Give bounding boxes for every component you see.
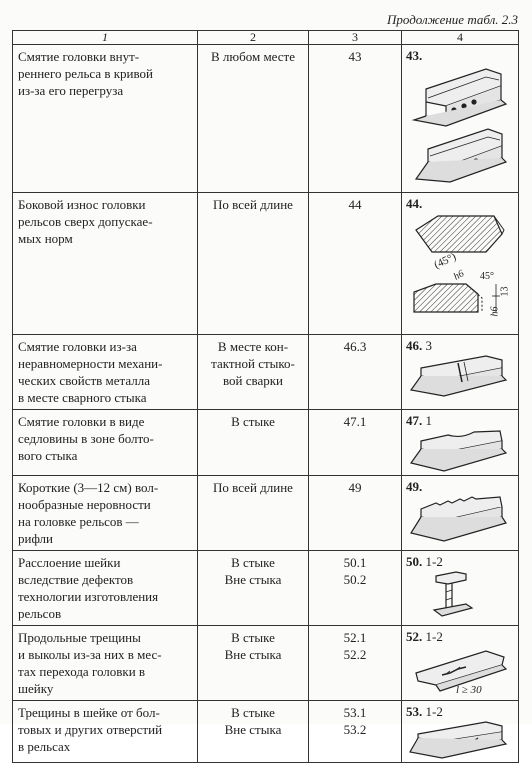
rail-crush-icon xyxy=(406,64,511,184)
defect-illustration xyxy=(402,410,519,476)
height-label: h6 xyxy=(489,306,501,317)
angle-label: (45°) xyxy=(432,250,458,272)
defect-location xyxy=(198,476,309,551)
defect-illustration xyxy=(402,45,519,193)
text-line: в месте сварного стыка xyxy=(18,390,147,405)
defect-code xyxy=(309,45,402,193)
text-line: в рельсах xyxy=(18,739,71,754)
text-line: шейку xyxy=(18,681,54,696)
defect-location xyxy=(198,193,309,335)
figure-ref: 43. xyxy=(406,48,423,63)
figure-ref: 53. 1-2 xyxy=(406,704,443,719)
text-line: ческих свойств металла xyxy=(18,373,151,388)
text-line: тах перехода головки в xyxy=(18,664,146,679)
text-line: В стыке xyxy=(231,414,275,429)
defect-code xyxy=(309,410,402,476)
figure-ref: 46. 3 xyxy=(406,338,432,353)
text-line: мых норм xyxy=(18,231,73,246)
text-line: 53.1 xyxy=(343,705,367,720)
text-line: 50.2 xyxy=(343,572,367,587)
text-line: Вне стыка xyxy=(224,722,282,737)
text-line: вого стыка xyxy=(18,448,78,463)
defect-location xyxy=(198,335,309,410)
text-line: реннего рельса в кривой xyxy=(18,66,154,81)
text-line: Продольные трещины xyxy=(18,630,141,645)
defect-code xyxy=(309,701,402,763)
defect-location xyxy=(198,410,309,476)
defect-description xyxy=(13,410,198,476)
angle-label: 45° xyxy=(480,271,494,282)
defect-illustration xyxy=(402,701,519,763)
header-col-3: 3 xyxy=(309,31,402,45)
text-line: По всей длине xyxy=(213,197,293,212)
text-line: 43 xyxy=(348,49,362,64)
figure-ref: 44. xyxy=(406,196,423,211)
defect-illustration xyxy=(402,551,519,626)
table-row xyxy=(13,410,519,476)
defect-code xyxy=(309,551,402,626)
defect-location xyxy=(198,701,309,763)
defect-location xyxy=(198,551,309,626)
text-line: 46.3 xyxy=(343,339,367,354)
text-line: рельсов xyxy=(18,606,62,621)
table-row xyxy=(13,335,519,410)
text-line: В месте кон- xyxy=(217,339,289,354)
text-line: седловины в зоне болто- xyxy=(18,431,154,446)
text-line: вой сварки xyxy=(222,373,284,388)
defect-description xyxy=(13,701,198,763)
text-line: неравномерности механи- xyxy=(18,356,163,371)
weld-rail-icon xyxy=(406,354,511,398)
defect-code xyxy=(309,335,402,410)
defect-description xyxy=(13,626,198,701)
text-line: Вне стыка xyxy=(224,647,282,662)
text-line: 52.2 xyxy=(343,647,367,662)
corrugation-rail-icon xyxy=(406,495,511,545)
header-col-1: 1 xyxy=(13,31,198,45)
text-line: тактной стыко- xyxy=(211,356,295,371)
text-line: и выколы из-за них в мес- xyxy=(18,647,162,662)
text-line: Расслоение шейки xyxy=(18,555,121,570)
figure-ref: 52. 1-2 xyxy=(406,629,443,644)
table-row xyxy=(13,551,519,626)
text-line: товых и других отверстий xyxy=(18,722,163,737)
text-line: Вне стыка xyxy=(224,572,282,587)
defect-illustration xyxy=(402,476,519,551)
header-col-2: 2 xyxy=(198,31,309,45)
text-line: В стыке xyxy=(231,555,275,570)
text-line: Короткие (3—12 см) вол- xyxy=(18,480,159,495)
defect-description xyxy=(13,193,198,335)
text-line: 53.2 xyxy=(343,722,367,737)
text-line: на головке рельсов — xyxy=(18,514,139,529)
text-line: 50.1 xyxy=(343,555,367,570)
text-line: нообразные неровности xyxy=(18,497,151,512)
text-line: Смятие головки внут- xyxy=(18,49,140,64)
text-line: 47.1 xyxy=(343,414,367,429)
text-line: Смятие головки из-за xyxy=(18,339,137,354)
defect-illustration xyxy=(402,335,519,410)
text-line: рельсов сверх допускае- xyxy=(18,214,153,229)
text-line: из-за его перегруза xyxy=(18,83,124,98)
text-line: В любом месте xyxy=(210,49,295,64)
text-line: технологии изготовления xyxy=(18,589,159,604)
defect-illustration xyxy=(402,193,519,335)
text-line: вследствие дефектов xyxy=(18,572,134,587)
defect-code xyxy=(309,193,402,335)
text-line: Боковой износ головки xyxy=(18,197,146,212)
table-row xyxy=(13,193,519,335)
text-line: По всей длине xyxy=(213,480,293,495)
figure-ref: 50. 1-2 xyxy=(406,554,443,569)
text-line: 52.1 xyxy=(343,630,367,645)
defects-table xyxy=(12,30,519,763)
bolt-hole-crack-rail-icon xyxy=(406,720,511,760)
defect-location xyxy=(198,626,309,701)
header-row xyxy=(13,31,519,45)
text-line: 49 xyxy=(348,480,362,495)
defect-illustration xyxy=(402,626,519,701)
defect-description xyxy=(13,476,198,551)
table-row xyxy=(13,476,519,551)
table-caption: Продолжение табл. 2.3 xyxy=(387,12,518,27)
text-line: В стыке xyxy=(231,705,275,720)
length-label: l ≥ 30 xyxy=(456,684,482,696)
dimension-label: 13 xyxy=(499,286,511,297)
text-line: 44 xyxy=(348,197,362,212)
table-row xyxy=(13,626,519,701)
figure-ref: 47. 1 xyxy=(406,413,432,428)
web-split-rail-icon xyxy=(406,570,511,618)
defect-description xyxy=(13,335,198,410)
defect-description xyxy=(13,45,198,193)
figure-ref: 49. xyxy=(406,479,423,494)
table-row xyxy=(13,701,519,763)
text-line: Трещины в шейке от бол- xyxy=(18,705,160,720)
text-line: Смятие головки в виде xyxy=(18,414,145,429)
height-label: h6 xyxy=(451,268,467,283)
header-col-4: 4 xyxy=(402,31,519,45)
saddle-rail-icon xyxy=(406,429,511,473)
defect-description xyxy=(13,551,198,626)
defect-code xyxy=(309,626,402,701)
defect-location xyxy=(198,45,309,193)
text-line: рифли xyxy=(18,531,54,546)
defect-code xyxy=(309,476,402,551)
text-line: В стыке xyxy=(231,630,275,645)
table-row xyxy=(13,45,519,193)
